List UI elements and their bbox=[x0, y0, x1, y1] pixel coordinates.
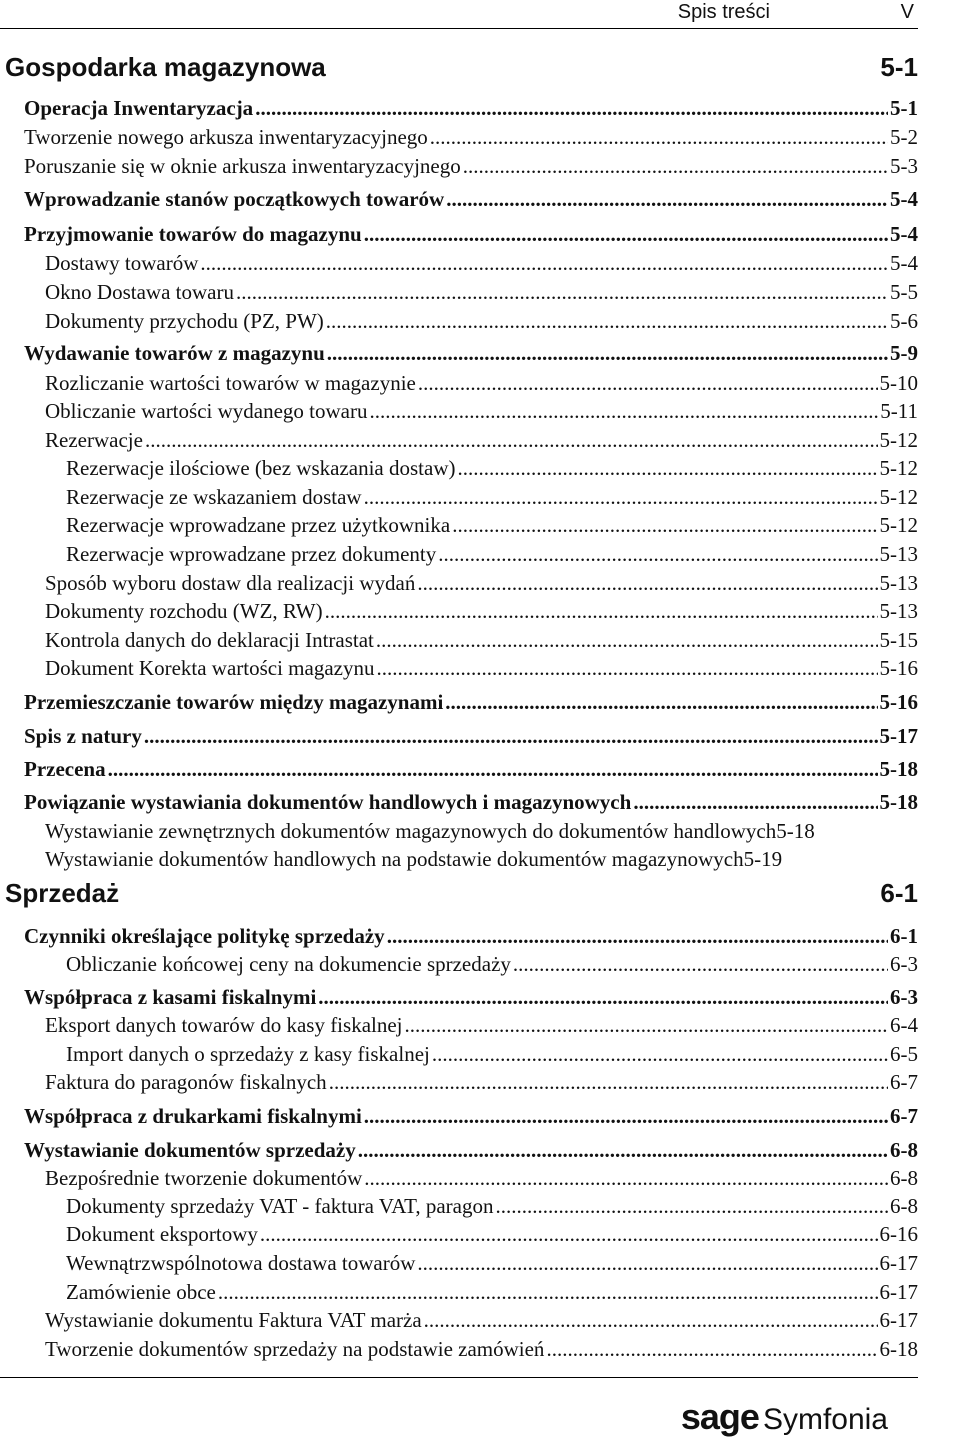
toc-entry-page: 5-9 bbox=[890, 341, 918, 365]
toc-entry-page: 6-8 bbox=[890, 1194, 918, 1218]
toc-entry-page: 5-13 bbox=[879, 599, 918, 623]
toc-entry-page: 6-7 bbox=[890, 1070, 918, 1094]
toc-entry[interactable] bbox=[24, 154, 918, 182]
toc-entry[interactable] bbox=[45, 599, 918, 627]
chapter-page: 5-1 bbox=[880, 51, 918, 82]
toc-entry[interactable] bbox=[24, 690, 918, 718]
toc-entry-title: Wydawanie towarów z magazynu bbox=[24, 341, 325, 365]
toc-entry-title: Wystawianie dokumentów handlowych na podstawie dokumentów magazynowych bbox=[45, 847, 744, 871]
toc-entry[interactable] bbox=[45, 399, 918, 427]
toc-entry[interactable] bbox=[24, 222, 918, 250]
toc-entry[interactable] bbox=[45, 1337, 918, 1365]
toc-leader bbox=[358, 1138, 888, 1163]
toc-leader bbox=[387, 924, 888, 949]
toc-entry-page: 6-8 bbox=[890, 1166, 918, 1190]
toc-entry[interactable] bbox=[45, 1166, 918, 1194]
toc-entry[interactable] bbox=[45, 628, 918, 656]
header-page-number: V bbox=[900, 1, 914, 23]
toc-entry-page: 5-4 bbox=[890, 187, 918, 211]
toc-entry-page: 5-18 bbox=[879, 757, 918, 781]
toc-entry-title: Wprowadzanie stanów początkowych towarów bbox=[24, 187, 445, 211]
chapter-title: Sprzedaż bbox=[5, 877, 120, 908]
toc-entry-page: 5-2 bbox=[890, 125, 918, 149]
toc-entry[interactable] bbox=[45, 819, 958, 847]
toc-leader bbox=[200, 251, 888, 276]
toc-entry[interactable] bbox=[66, 1194, 918, 1222]
toc-entry[interactable] bbox=[24, 985, 918, 1013]
toc-entry-page: 5-6 bbox=[890, 309, 918, 333]
toc-leader bbox=[318, 985, 888, 1010]
toc-leader bbox=[452, 513, 877, 538]
toc-leader bbox=[255, 96, 888, 121]
toc-entry-title: Współpraca z drukarkami fiskalnymi bbox=[24, 1104, 362, 1128]
toc-entry-title: Rezerwacje ilościowe (bez wskazania dostaw) bbox=[66, 456, 456, 480]
toc-leader bbox=[145, 428, 878, 453]
toc-entry[interactable] bbox=[45, 371, 918, 399]
toc-leader bbox=[364, 1166, 888, 1191]
toc-leader bbox=[424, 1308, 878, 1333]
toc-entry-page: 5-17 bbox=[879, 724, 918, 748]
toc-entry-title: Dostawy towarów bbox=[45, 251, 199, 275]
toc-leader bbox=[496, 1194, 889, 1219]
toc-entry-title: Obliczanie końcowej ceny na dokumencie sprzedaży bbox=[66, 952, 511, 976]
toc-leader bbox=[325, 599, 878, 624]
toc-entry-page: 6-17 bbox=[879, 1280, 918, 1304]
toc-entry-title: Poruszanie się w oknie arkusza inwentaryzacyjnego bbox=[24, 154, 461, 178]
toc-entry-page: 5-15 bbox=[879, 628, 918, 652]
toc-leader bbox=[430, 125, 888, 150]
toc-entry-page: 6-4 bbox=[890, 1013, 918, 1037]
toc-leader bbox=[329, 1070, 888, 1095]
toc-leader bbox=[376, 628, 878, 653]
toc-entry[interactable] bbox=[45, 309, 918, 337]
toc-entry-page: 5-18 bbox=[776, 819, 815, 843]
chapter-heading[interactable] bbox=[5, 49, 918, 85]
page-header bbox=[0, 0, 960, 30]
toc-entry[interactable] bbox=[45, 1013, 918, 1041]
toc-entry-title: Rozliczanie wartości towarów w magazynie bbox=[45, 371, 416, 395]
toc-entry-page: 6-17 bbox=[879, 1251, 918, 1275]
toc-entry-title: Zamówienie obce bbox=[66, 1280, 216, 1304]
toc-leader bbox=[417, 1251, 877, 1276]
toc-entry-page: 5-4 bbox=[890, 251, 918, 275]
toc-leader bbox=[376, 656, 877, 681]
toc-leader bbox=[438, 542, 877, 567]
toc-leader bbox=[513, 952, 888, 977]
toc-entry-title: Przemieszczanie towarów między magazynami bbox=[24, 690, 444, 714]
toc-entry-page: 5-5 bbox=[890, 280, 918, 304]
toc-entry-page: 5-4 bbox=[890, 222, 918, 246]
toc-leader bbox=[327, 341, 888, 366]
toc-entry-page: 5-12 bbox=[879, 456, 918, 480]
toc-entry-page: 6-1 bbox=[890, 924, 918, 948]
toc-entry-title: Dokument Korekta wartości magazynu bbox=[45, 656, 375, 680]
toc-entry[interactable] bbox=[66, 1042, 918, 1070]
toc-entry-title: Spis z natury bbox=[24, 724, 142, 748]
toc-entry-page: 5-16 bbox=[879, 656, 918, 680]
toc-entry-page: 5-16 bbox=[879, 690, 918, 714]
toc-entry-title: Sposób wyboru dostaw dla realizacji wydań bbox=[45, 571, 416, 595]
toc-entry-title: Okno Dostawa towaru bbox=[45, 280, 234, 304]
toc-leader bbox=[445, 690, 877, 715]
toc-entry[interactable] bbox=[45, 251, 918, 279]
toc-entry-title: Operacja Inwentaryzacja bbox=[24, 96, 254, 120]
sage-symfonia-logo bbox=[681, 1396, 888, 1436]
toc-entry-title: Przyjmowanie towarów do magazynu bbox=[24, 222, 362, 246]
toc-entry[interactable] bbox=[24, 125, 918, 153]
toc-leader bbox=[364, 485, 878, 510]
toc-entry[interactable] bbox=[24, 1104, 918, 1132]
chapter-title: Gospodarka magazynowa bbox=[5, 51, 326, 82]
toc-entry-title: Wystawianie dokumentów sprzedaży bbox=[24, 1138, 356, 1162]
chapter-heading[interactable] bbox=[5, 875, 918, 911]
toc-leader bbox=[446, 187, 888, 212]
toc-entry[interactable] bbox=[45, 1070, 918, 1098]
toc-entry-page: 5-18 bbox=[879, 790, 918, 814]
header-divider bbox=[0, 28, 918, 29]
logo-product: Symfonia bbox=[762, 1403, 888, 1436]
footer-divider bbox=[0, 1377, 918, 1378]
toc-entry-title: Przecena bbox=[24, 757, 106, 781]
toc-entry-page: 5-11 bbox=[880, 399, 918, 423]
toc-entry-title: Rezerwacje bbox=[45, 428, 143, 452]
toc-entry-title: Dokumenty rozchodu (WZ, RW) bbox=[45, 599, 323, 623]
toc-entry[interactable] bbox=[45, 1308, 918, 1336]
toc-entry-title: Rezerwacje wprowadzane przez dokumenty bbox=[66, 542, 437, 566]
toc-entry-page: 5-10 bbox=[879, 371, 918, 395]
toc-entry-page: 6-3 bbox=[890, 985, 918, 1009]
chapter-page: 6-1 bbox=[880, 877, 918, 908]
toc-leader bbox=[405, 1013, 888, 1038]
toc-entry[interactable] bbox=[24, 1138, 918, 1166]
toc-entry-page: 6-3 bbox=[890, 952, 918, 976]
toc-leader bbox=[463, 154, 888, 179]
toc-entry-title: Obliczanie wartości wydanego towaru bbox=[45, 399, 368, 423]
toc-leader bbox=[364, 222, 888, 247]
toc-entry-title: Rezerwacje ze wskazaniem dostaw bbox=[66, 485, 362, 509]
toc-entry[interactable] bbox=[66, 952, 918, 980]
toc-entry-page: 5-1 bbox=[890, 96, 918, 120]
toc-leader bbox=[457, 456, 877, 481]
toc-leader bbox=[144, 724, 878, 749]
toc-entry-title: Współpraca z kasami fiskalnymi bbox=[24, 985, 317, 1009]
toc-entry-page: 5-12 bbox=[879, 513, 918, 537]
toc-entry[interactable] bbox=[45, 656, 918, 684]
toc-entry-page: 5-12 bbox=[879, 485, 918, 509]
toc-entry-title: Wewnątrzwspólnotowa dostawa towarów bbox=[66, 1251, 416, 1275]
toc-entry[interactable] bbox=[24, 924, 918, 952]
toc-entry[interactable] bbox=[66, 1222, 918, 1250]
toc-entry[interactable] bbox=[24, 341, 918, 369]
toc-entry-page: 6-8 bbox=[890, 1138, 918, 1162]
toc-entry-title: Wystawianie zewnętrznych dokumentów magazynowych do dokumentów handlowych bbox=[45, 819, 777, 843]
toc-entry-page: 6-5 bbox=[890, 1042, 918, 1066]
toc-entry[interactable] bbox=[45, 571, 918, 599]
toc-entry[interactable] bbox=[66, 542, 918, 570]
toc-entry[interactable] bbox=[66, 513, 918, 541]
toc-entry-page: 6-18 bbox=[879, 1337, 918, 1361]
toc-entry[interactable] bbox=[66, 485, 918, 513]
toc-entry-page: 6-17 bbox=[879, 1308, 918, 1332]
toc-entry[interactable] bbox=[24, 96, 918, 124]
toc-leader bbox=[218, 1280, 878, 1305]
header-section-title: Spis treści bbox=[677, 1, 770, 23]
toc-entry-title: Faktura do paragonów fiskalnych bbox=[45, 1070, 327, 1094]
toc-entry-title: Czynniki określające politykę sprzedaży bbox=[24, 924, 385, 948]
toc-entry-page: 6-16 bbox=[879, 1222, 918, 1246]
toc-entry-title: Kontrola danych do deklaracji Intrastat bbox=[45, 628, 374, 652]
toc-entry-page: 5-3 bbox=[890, 154, 918, 178]
toc-leader bbox=[546, 1337, 877, 1362]
toc-entry-title: Powiązanie wystawiania dokumentów handlowych i magazynowych bbox=[24, 790, 632, 814]
toc-leader bbox=[633, 790, 877, 815]
toc-entry[interactable] bbox=[24, 187, 918, 215]
toc-entry[interactable] bbox=[66, 1251, 918, 1279]
toc-leader bbox=[326, 309, 888, 334]
toc-entry[interactable] bbox=[24, 757, 918, 785]
toc-entry[interactable] bbox=[45, 847, 958, 875]
toc-entry-title: Tworzenie nowego arkusza inwentaryzacyjnego bbox=[24, 125, 428, 149]
toc-leader bbox=[432, 1042, 888, 1067]
toc-entry-title: Wystawianie dokumentu Faktura VAT marża bbox=[45, 1308, 422, 1332]
toc-entry-title: Eksport danych towarów do kasy fiskalnej bbox=[45, 1013, 403, 1037]
toc-leader bbox=[108, 757, 878, 782]
toc-entry-page: 5-13 bbox=[879, 542, 918, 566]
toc-leader bbox=[260, 1222, 878, 1247]
toc-entry-page: 5-12 bbox=[879, 428, 918, 452]
toc-entry[interactable] bbox=[45, 280, 918, 308]
toc-leader bbox=[369, 399, 878, 424]
toc-entry[interactable] bbox=[24, 724, 918, 752]
toc-entry[interactable] bbox=[24, 790, 918, 818]
toc-entry[interactable] bbox=[66, 1280, 918, 1308]
toc-entry-page: 5-13 bbox=[879, 571, 918, 595]
toc-entry-page: 5-19 bbox=[743, 847, 783, 871]
logo-brand: sage bbox=[680, 1396, 759, 1437]
toc-leader bbox=[364, 1104, 888, 1129]
toc-entry[interactable] bbox=[66, 456, 918, 484]
toc-entry-title: Import danych o sprzedaży z kasy fiskalnej bbox=[66, 1042, 430, 1066]
toc-leader bbox=[417, 571, 877, 596]
toc-entry-title: Bezpośrednie tworzenie dokumentów bbox=[45, 1166, 363, 1190]
toc-entry[interactable] bbox=[45, 428, 918, 456]
toc-entry-title: Dokumenty sprzedaży VAT - faktura VAT, paragon bbox=[66, 1194, 494, 1218]
toc-entry-page: 6-7 bbox=[890, 1104, 918, 1128]
toc-entry-title: Tworzenie dokumentów sprzedaży na podstawie zamówień bbox=[45, 1337, 545, 1361]
toc-entry-title: Dokument eksportowy bbox=[66, 1222, 258, 1246]
toc-entry-title: Dokumenty przychodu (PZ, PW) bbox=[45, 309, 324, 333]
toc-entry-title: Rezerwacje wprowadzane przez użytkownika bbox=[66, 513, 451, 537]
toc-leader bbox=[236, 280, 888, 305]
toc-leader bbox=[418, 371, 878, 396]
